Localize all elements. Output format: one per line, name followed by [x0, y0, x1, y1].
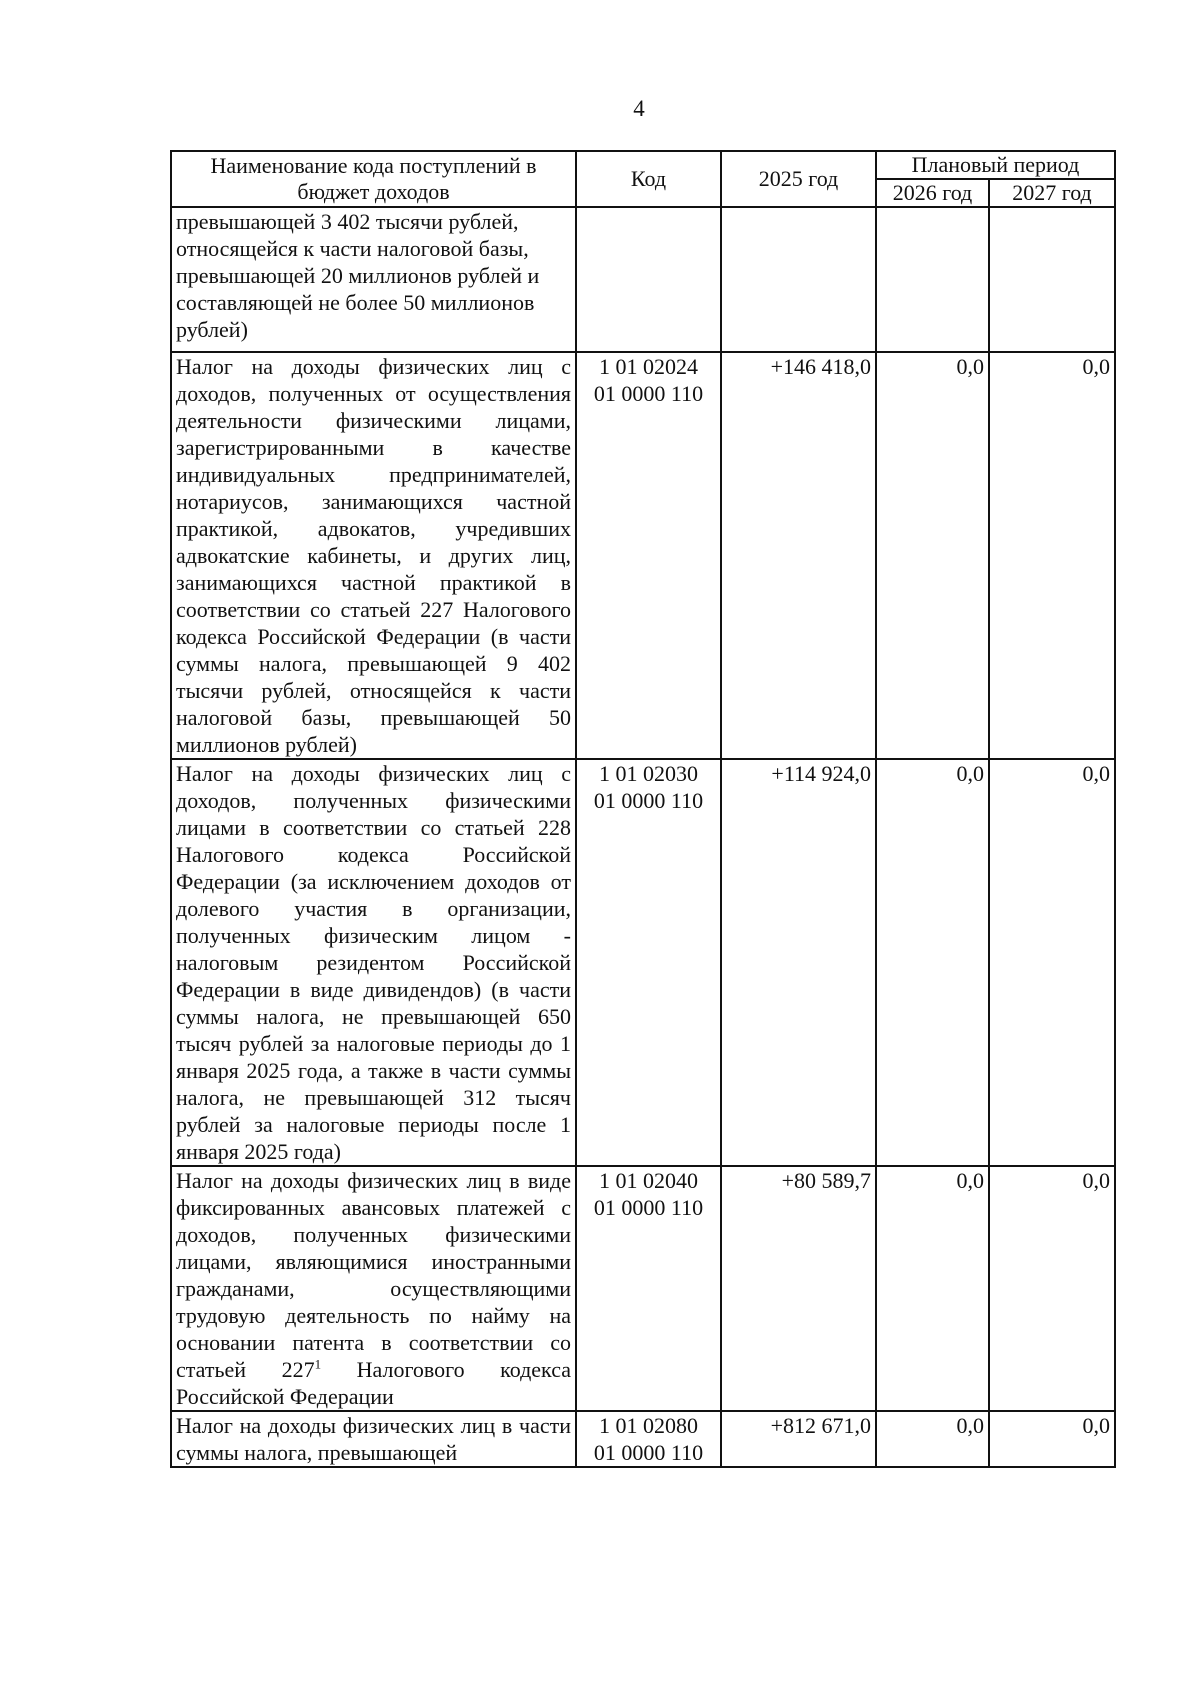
row-2026: 0,0	[876, 1411, 989, 1467]
row-code: 1 01 02024 01 0000 110	[576, 352, 721, 759]
row-2025: +114 924,0	[721, 759, 876, 1166]
row-2027: 0,0	[989, 759, 1115, 1166]
row-name: Налог на доходы физических лиц с доходов, полученных от осуществления деятельности физическими лицами, зарегистрированными в качестве индивидуальных предпринимателей, нотариусов, занимающихся частной практикой, адвокатов, учредивших адвокатские кабинеты, и других лиц, занимающихся частной практикой в соответствии со статьей 227 Налогового кодекса Российской Федерации (в части суммы налога, превышающей 9 402 тысячи рублей, относящейся к части налоговой базы, превышающей 50 миллионов рублей)	[171, 352, 576, 759]
header-name: Наименование кода поступлений в бюджет доходов	[171, 151, 576, 207]
row-code: 1 01 02080 01 0000 110	[576, 1411, 721, 1467]
header-2026: 2026 год	[876, 179, 989, 207]
row-code: 1 01 02040 01 0000 110	[576, 1166, 721, 1411]
row-name: Налог на доходы физических лиц с доходов, полученных физическими лицами в соответствии со статьей 228 Налогового кодекса Российской Федерации (за исключением доходов от долевого участия в организации, полученных физическим лицом - налоговым резидентом Российской Федерации в виде дивидендов) (в части суммы налога, не превышающей 650 тысяч рублей за налоговые периоды до 1 января 2025 года, а также в части суммы налога, не превышающей 312 тысяч рублей за налоговые периоды после 1 января 2025 года)	[171, 759, 576, 1166]
header-2027: 2027 год	[989, 179, 1115, 207]
page-number: 4	[633, 96, 645, 121]
row-2026	[876, 207, 989, 352]
table-row	[171, 1166, 1115, 1411]
row-2025	[721, 207, 876, 352]
table-row	[171, 352, 1115, 759]
superscript: 1	[314, 1356, 322, 1372]
row-2027: 0,0	[989, 1166, 1115, 1411]
revenue-table	[170, 150, 1116, 1468]
row-name-text-continued: Налогового кодекса Российской Федерации	[176, 1357, 571, 1409]
row-2026: 0,0	[876, 759, 989, 1166]
row-2025: +80 589,7	[721, 1166, 876, 1411]
row-2027: 0,0	[989, 1411, 1115, 1467]
header-planned-period: Плановый период	[876, 151, 1115, 179]
row-code	[576, 207, 721, 352]
header-code: Код	[576, 151, 721, 207]
row-2027	[989, 207, 1115, 352]
row-name: Налог на доходы физических лиц в части суммы налога, превышающей	[171, 1411, 576, 1467]
row-2025: +812 671,0	[721, 1411, 876, 1467]
row-2026: 0,0	[876, 1166, 989, 1411]
row-code: 1 01 02030 01 0000 110	[576, 759, 721, 1166]
row-name-text: Налог на доходы физических лиц в виде фиксированных авансовых платежей с доходов, полученных физическими лицами, являющимися иностранными гражданами, осуществляющими трудовую деятельность по найму на основании патента в соответствии со статьей 227	[176, 1168, 571, 1382]
row-2025: +146 418,0	[721, 352, 876, 759]
table-row	[171, 759, 1115, 1166]
header-2025: 2025 год	[721, 151, 876, 207]
row-name: превышающей 3 402 тысячи рублей, относящейся к части налоговой базы, превышающей 20 миллионов рублей и составляющей не более 50 миллионов рублей)	[171, 207, 576, 352]
table-row	[171, 207, 1115, 352]
row-2027: 0,0	[989, 352, 1115, 759]
table-row	[171, 1411, 1115, 1467]
row-name	[171, 1166, 576, 1411]
row-2026: 0,0	[876, 352, 989, 759]
